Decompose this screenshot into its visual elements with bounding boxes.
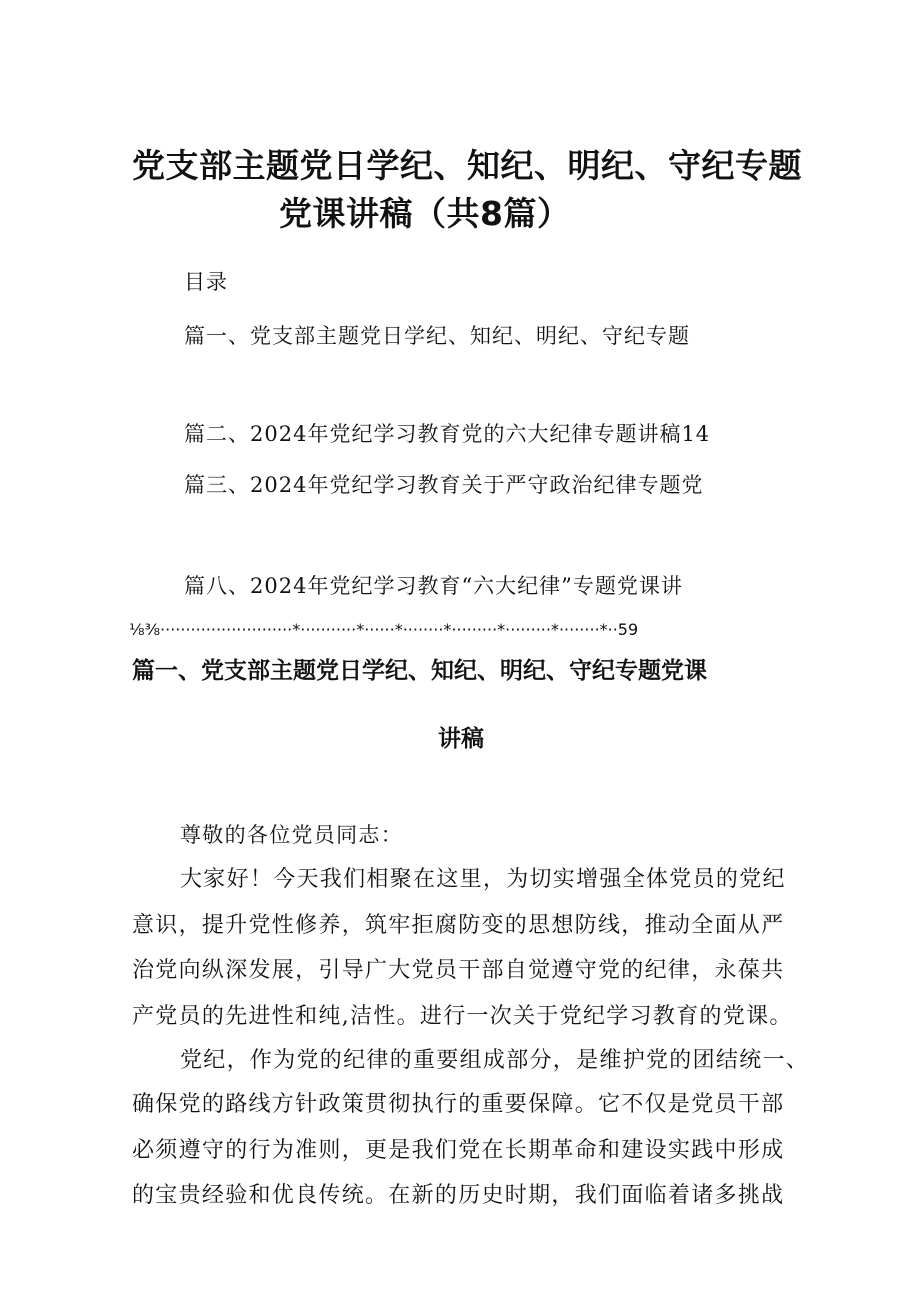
doc-title-line2: 党课讲稿（共8篇） <box>279 194 571 233</box>
body-text-line: 必须遵守的行为准则，更是我们党在长期革命和建设实践中形成 <box>132 1138 785 1163</box>
toc-item[interactable]: 篇三、2024年党纪学习教育关于严守政治纪律专题党 <box>184 473 704 497</box>
toc-item[interactable]: 篇一、党支部主题党日学纪、知纪、明纪、守纪专题 <box>184 324 690 348</box>
body-text-line: 治党向纵深发展，引导广大党员干部自觉遵守党的纪律，永葆共 <box>132 958 785 983</box>
toc-item[interactable]: 篇二、2024年党纪学习教育党的六大纪律专题讲稿14 <box>184 422 711 446</box>
toc-heading: 目录 <box>184 270 228 294</box>
body-text-line: 大家好！今天我们相聚在这里，为切实增强全体党员的党纪 <box>180 867 786 892</box>
body-text-line: 产党员的先进性和纯,洁性。进行一次关于党纪学习教育的党课。 <box>132 1004 793 1029</box>
body-text-line: 党纪，作为党的纪律的重要组成部分，是维护党的团结统一、 <box>180 1048 810 1073</box>
toc-leader-line: ⅛⅜··························*···········*······*········*·········*·········*········*··59 <box>129 620 639 639</box>
section-heading-line2: 讲稿 <box>438 726 484 752</box>
doc-title-line1: 党支部主题党日学纪、知纪、明纪、守纪专题 <box>132 146 802 185</box>
greeting-line: 尊敬的各位党员同志： <box>180 823 403 847</box>
body-text-line: 的宝贵经验和优良传统。在新的历史时期，我们面临着诸多挑战 <box>132 1183 785 1208</box>
section-heading-line1: 篇一、党支部主题党日学纪、知纪、明纪、守纪专题党课 <box>132 658 707 684</box>
body-text-line: 确保党的路线方针政策贯彻执行的重要保障。它不仅是党员干部 <box>132 1092 785 1117</box>
body-text-line: 意识，提升党性修养，筑牢拒腐防变的思想防线，推动全面从严 <box>132 913 785 938</box>
toc-item[interactable]: 篇八、2024年党纪学习教育“六大纪律”专题党课讲 <box>184 574 683 598</box>
